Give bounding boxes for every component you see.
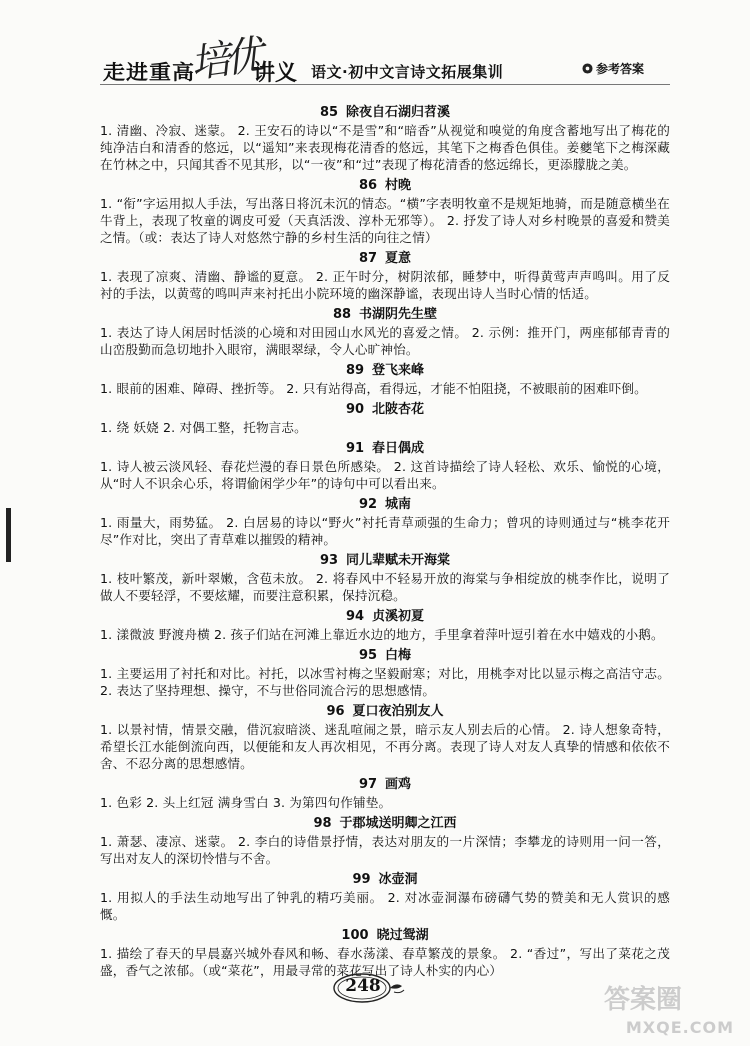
entry-number: 92 xyxy=(358,497,378,512)
entry-answer-text: 1. 表现了凉爽、清幽、静谧的夏意。 2. 正午时分，树阴浓郁，睡梦中，听得黄莺声声鸣叫。用了反衬的手法，以黄莺的鸣叫声来衬托出小院环境的幽深静谧，表现出诗人当时心情的恬适。 xyxy=(100,269,670,301)
answer-entry xyxy=(100,871,670,923)
answer-entry xyxy=(100,647,670,699)
entry-answer-text: 1. “衔”字运用拟人手法，写出落日将沉未沉的情态。“横”字表明牧童不是规矩地骑，而是随意横坐在牛背上，表现了牧童的调皮可爱（天真活泼、淳朴无邪等）。 2. 抒发了诗人对乡村晚景的喜爱和赞美之情。（或：表达了诗人对悠然宁静的乡村生活的向往之情） xyxy=(100,196,670,245)
entry-heading xyxy=(100,871,670,889)
entry-title: 晓过鸳湖 xyxy=(376,928,429,943)
entry-number: 99 xyxy=(352,872,371,887)
entry-answer-text: 1. 萧瑟、凄凉、迷蒙。 2. 李白的诗借景抒情，表达对朋友的一片深情；李攀龙的诗则用一问一答，写出对友人的深切怜惜与不舍。 xyxy=(100,834,670,866)
entry-answer-text: 1. 雨量大，雨势猛。 2. 白居易的诗以“野火”衬托青草顽强的生命力；曾巩的诗则通过与“桃李花开尽”作对比，突出了青草难以摧毁的精神。 xyxy=(100,515,670,547)
entry-title: 于郡城送明卿之江西 xyxy=(339,816,457,831)
entry-answer-text: 1. 绕 妖娆 2. 对偶工整，托物言志。 xyxy=(100,420,307,435)
page-header xyxy=(0,0,750,100)
entry-title: 春日偶成 xyxy=(372,441,425,456)
entry-number: 97 xyxy=(358,777,378,792)
entry-number: 85 xyxy=(319,105,339,120)
entry-heading xyxy=(100,177,670,195)
entry-number: 89 xyxy=(345,363,365,378)
brand-name-left: 走进重高 xyxy=(103,62,196,85)
entry-answer-text: 1. 表达了诗人闲居时恬淡的心境和对田园山水风光的喜爱之情。 2. 示例：推开门，两座郁郁青青的山峦殷勤而急切地扑入眼帘，满眼翠绿，令人心旷神怡。 xyxy=(100,325,670,357)
entry-title: 夏意 xyxy=(385,251,412,266)
entry-heading xyxy=(100,496,670,514)
entry-number: 86 xyxy=(358,178,378,193)
entry-answer-text: 1. 漾微波 野渡舟横 2. 孩子们站在河滩上靠近水边的地方，手里拿着萍叶逗引着在水中嬉戏的小鹅。 xyxy=(100,627,664,642)
entry-answer-text: 1. 描绘了春天的早晨嘉兴城外春风和畅、春水荡漾、春草繁茂的景象。 2. “香过”，写出了菜花之茂盛，香气之浓郁。（或“菜花”，用最寻常的菜花写出了诗人朴实的内心） xyxy=(100,946,670,978)
entry-title: 登飞来峰 xyxy=(372,363,425,378)
answer-entry xyxy=(100,815,670,867)
entry-heading xyxy=(100,401,670,419)
entry-number: 93 xyxy=(319,553,339,568)
entry-number: 98 xyxy=(313,816,332,831)
entry-number: 90 xyxy=(345,402,365,417)
entry-heading xyxy=(100,362,670,380)
entry-title: 书湖阴先生壁 xyxy=(359,307,438,322)
answer-entry xyxy=(100,362,670,397)
watermark-logo xyxy=(604,986,734,1042)
answer-entry xyxy=(100,496,670,548)
answer-entry xyxy=(100,776,670,811)
answer-entry xyxy=(100,703,670,772)
entry-answer-text: 1. 用拟人的手法生动地写出了钟乳的精巧美丽。 2. 对冰壶洞瀑布磅礴气势的赞美和无人赏识的感慨。 xyxy=(100,890,670,922)
entry-answer-text: 1. 诗人被云淡风轻、春花烂漫的春日景色所感染。 2. 这首诗描绘了诗人轻松、欢乐、愉悦的心境，从“时人不识余心乐，将谓偷闲学少年”的诗句中可以看出来。 xyxy=(100,459,670,491)
watermark-text: 答案圈 xyxy=(604,985,683,1015)
answer-key-text: 参考答案 xyxy=(596,62,645,76)
answer-key-label xyxy=(582,60,644,77)
entry-number: 94 xyxy=(345,609,365,624)
entry-answer-text: 1. 色彩 2. 头上红冠 满身雪白 3. 为第四句作铺垫。 xyxy=(100,795,392,810)
entry-title: 北陂杏花 xyxy=(372,402,425,417)
entry-title: 村晚 xyxy=(385,178,412,193)
entry-title: 夏口夜泊别友人 xyxy=(352,704,444,719)
entry-title: 画鸡 xyxy=(385,777,412,792)
answer-list xyxy=(100,104,670,983)
entry-heading xyxy=(100,776,670,794)
brand-calligraphy-logo: 培优 xyxy=(187,32,262,88)
entry-answer-text: 1. 清幽、冷寂、迷蒙。 2. 王安石的诗以“不是雪”和“暗香”从视觉和嗅觉的角度含蓄地写出了梅花的纯净洁白和清香的悠远，以“遥知”来表现梅花清香的悠远，其笔下之梅香色俱佳。姜夔笔下之梅深藏在竹林之中，只闻其香不见其形，以“一夜”和“过”表现了梅花清香的悠远绵长，更添朦胧之美。 xyxy=(100,123,670,172)
answer-entry xyxy=(100,440,670,492)
flower-bullet-icon xyxy=(582,63,593,74)
entry-title: 白梅 xyxy=(385,648,412,663)
entry-number: 96 xyxy=(326,704,345,719)
series-title: 语文·初中文言诗文拓展集训 xyxy=(311,63,504,81)
entry-title: 除夜自石湖归苕溪 xyxy=(346,105,451,120)
entry-heading xyxy=(100,815,670,833)
entry-heading xyxy=(100,552,670,570)
entry-heading xyxy=(100,306,670,324)
entry-number: 91 xyxy=(345,441,365,456)
answer-entry xyxy=(100,401,670,436)
answer-entry xyxy=(100,104,670,173)
scan-binding-mark xyxy=(6,508,11,562)
entry-heading xyxy=(100,608,670,626)
entry-number: 95 xyxy=(358,648,378,663)
answer-entry xyxy=(100,177,670,246)
brand-name-right: 讲义 xyxy=(253,61,298,86)
answer-entry xyxy=(100,552,670,604)
answer-entry xyxy=(100,250,670,302)
entry-title: 同儿辈赋未开海棠 xyxy=(346,553,451,568)
entry-heading xyxy=(100,250,670,268)
entry-answer-text: 1. 以景衬情，情景交融，借沉寂暗淡、迷乱喧闹之景，暗示友人别去后的心情。 2. 诗人想象奇特，希望长江水能倒流向西，以便能和友人再次相见，不再分离。表现了诗人对友人真挚的情感和依依不舍、不忍分离的思想感情。 xyxy=(100,722,670,771)
entry-heading xyxy=(100,440,670,458)
entry-heading xyxy=(100,703,670,721)
entry-number: 100 xyxy=(341,928,369,943)
answer-entry xyxy=(100,306,670,358)
entry-answer-text: 1. 枝叶繁茂，新叶翠嫩，含苞未放。 2. 将春风中不轻易开放的海棠与争相绽放的桃李作比，说明了做人不要轻浮，不要炫耀，而要注意积累，保持沉稳。 xyxy=(100,571,670,603)
watermark-url: MXQE.COM xyxy=(625,1018,734,1037)
entry-title: 冰壶洞 xyxy=(378,872,418,887)
entry-title: 贞溪初夏 xyxy=(372,609,425,624)
entry-number: 87 xyxy=(358,251,378,266)
entry-heading xyxy=(100,927,670,945)
header-rule xyxy=(100,84,670,85)
entry-answer-text: 1. 眼前的困难、障碍、挫折等。 2. 只有站得高，看得远，才能不怕阻挠，不被眼前的困难吓倒。 xyxy=(100,381,647,396)
answer-entry xyxy=(100,608,670,643)
page-number: 248 xyxy=(345,976,381,996)
entry-title: 城南 xyxy=(385,497,412,512)
entry-answer-text: 1. 主要运用了衬托和对比。衬托，以冰雪衬梅之坚毅耐寒；对比，用桃李对比以显示梅之高洁守志。 2. 表达了坚持理想、操守，不与世俗同流合污的思想感情。 xyxy=(100,666,670,698)
entry-heading xyxy=(100,104,670,122)
entry-heading xyxy=(100,647,670,665)
entry-number: 88 xyxy=(332,307,352,322)
